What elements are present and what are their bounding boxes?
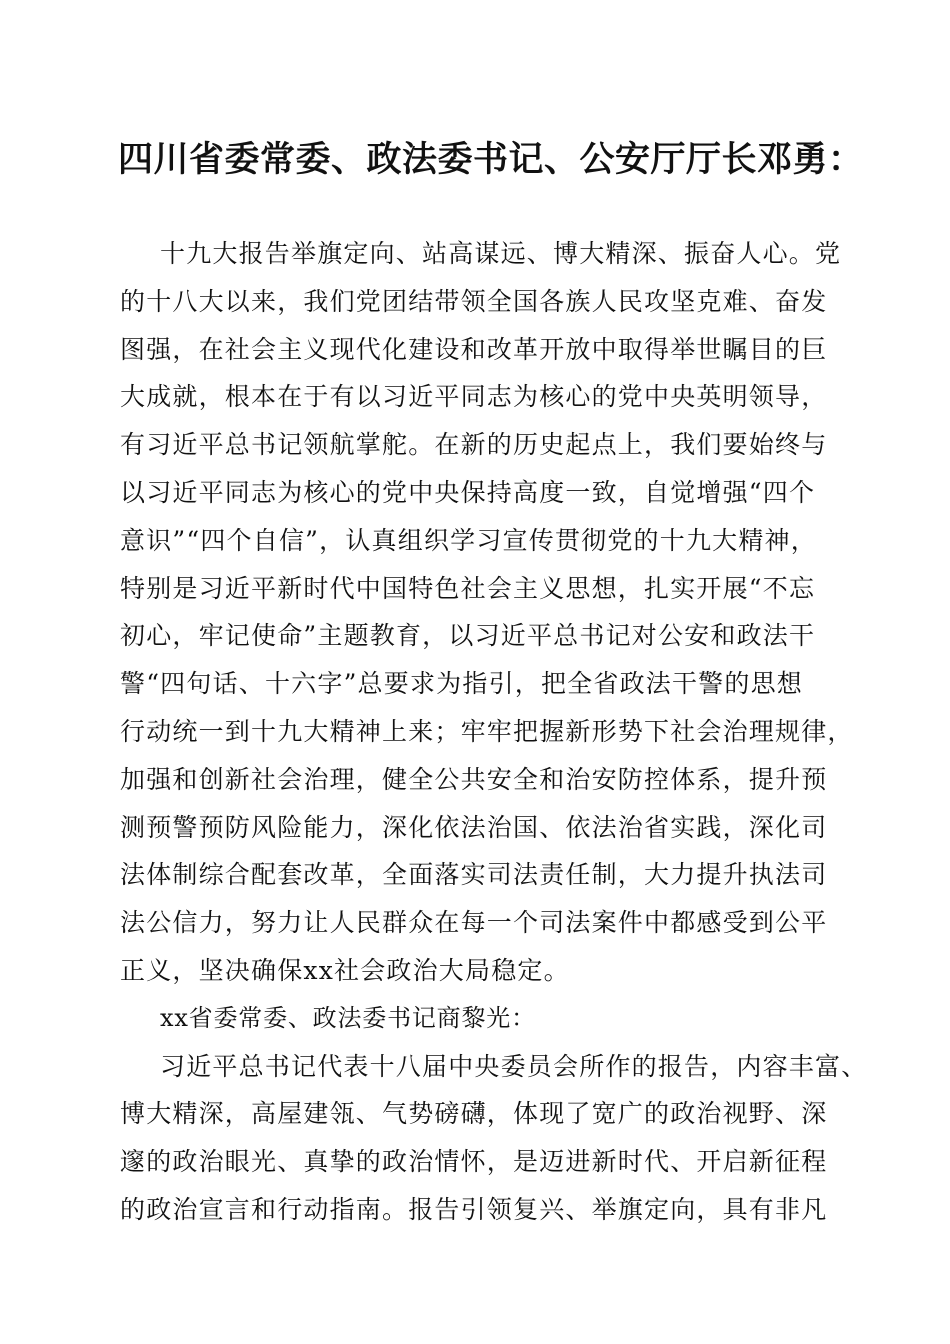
paragraph-1-line: 行动统一到十九大精神上来；牢牢把握新形势下社会治理规律， bbox=[120, 716, 854, 746]
document-body bbox=[120, 230, 868, 1234]
paragraph-2-line: 习近平总书记代表十八届中央委员会所作的报告，内容丰富、 bbox=[160, 1051, 868, 1081]
paragraph-2-line: 的政治宣言和行动指南。报告引领复兴、举旗定向，具有非凡 bbox=[120, 1194, 828, 1224]
paragraph-1-line: 测预警预防风险能力，深化依法治国、依法治省实践，深化司 bbox=[120, 812, 828, 842]
paragraph-1-line: 以习近平同志为核心的党中央保持高度一致，自觉增强“四个 bbox=[120, 477, 816, 507]
paragraph-1-line: 加强和创新社会治理，健全公共安全和治安防控体系，提升预 bbox=[120, 764, 828, 794]
paragraph-2-line: 邃的政治眼光、真挚的政治情怀，是迈进新时代、开启新征程 bbox=[120, 1147, 828, 1177]
paragraph-2-line: 博大精深，高屋建瓴、气势磅礴，体现了宽广的政治视野、深 bbox=[120, 1099, 828, 1129]
paragraph-1-line: 特别是习近平新时代中国特色社会主义思想，扎实开展“不忘 bbox=[120, 573, 816, 603]
paragraph-1-line: 初心，牢记使命”主题教育，以习近平总书记对公安和政法干 bbox=[120, 621, 816, 651]
paragraph-1-line: 意识”“四个自信”，认真组织学习宣传贯彻党的十九大精神， bbox=[120, 525, 817, 555]
paragraph-1-line: 正义，坚决确保xx社会政治大局稳定。 bbox=[120, 955, 570, 985]
paragraph-1-line: 大成就，根本在于有以习近平同志为核心的党中央英明领导， bbox=[120, 382, 828, 412]
paragraph-1-line: 警“四句话、十六字”总要求为指引，把全省政法干警的思想 bbox=[120, 669, 803, 699]
paragraph-1-line: 十九大报告举旗定向、站高谋远、博大精深、振奋人心。党 bbox=[160, 239, 842, 268]
paragraph-1-line: 的十八大以来，我们党团结带领全国各族人民攻坚克难、奋发 bbox=[120, 286, 828, 316]
paragraph-1-line: 法体制综合配套改革，全面落实司法责任制，大力提升执法司 bbox=[120, 860, 828, 890]
paragraph-1-line: 图强，在社会主义现代化建设和改革开放中取得举世瞩目的巨 bbox=[120, 334, 828, 364]
paragraph-1-line: 法公信力，努力让人民群众在每一个司法案件中都感受到公平 bbox=[120, 908, 828, 938]
speaker-heading: xx省委常委、政法委书记商黎光： bbox=[160, 1003, 536, 1032]
paragraph-1-line: 有习近平总书记领航掌舵。在新的历史起点上，我们要始终与 bbox=[120, 430, 828, 460]
page-title: 四川省委常委、政法委书记、公安厅厅长邓勇： bbox=[118, 139, 864, 180]
